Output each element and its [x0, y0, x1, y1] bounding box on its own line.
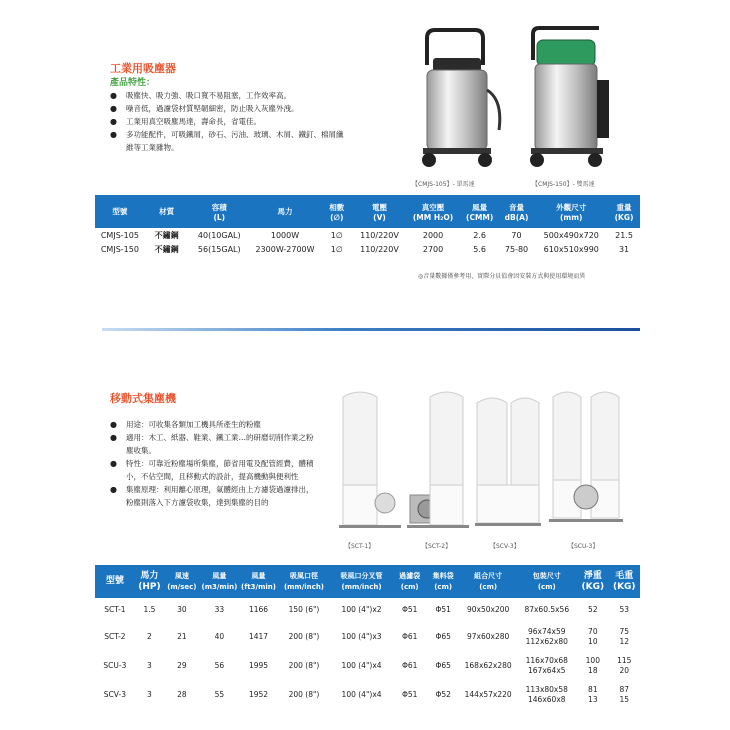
table-cell: 90x50x200 [467, 605, 510, 614]
table-cell: 87 15 [619, 684, 630, 704]
table-cell: 168x62x280 [464, 660, 512, 670]
table-cell: 2000 [422, 230, 444, 240]
product-caption: 【SCT-2】 [422, 543, 452, 550]
table-header-cell: 組合尺寸 (cm) [460, 565, 517, 598]
dust-collector-sct1-image [339, 392, 401, 528]
table-cell: 1952 [248, 689, 269, 699]
table-cell: 3 [147, 689, 152, 699]
table-cell: Φ65 [435, 660, 451, 670]
table-header-cell: 馬力 [250, 195, 320, 228]
table-cell: Φ65 [435, 631, 451, 641]
table-cell: 不鏽鋼 [154, 230, 179, 240]
table-row [95, 598, 640, 622]
table-cell: 110/220V [360, 244, 399, 254]
feature-item: ● 特性：可靠近粉塵場所集塵，節省用電及配管經費，體積小，不佔空間，且移動式的設計，提高機動與便利性 [110, 457, 320, 483]
feature-item: ● 適用：木工、紙器、鞋業、鐵工業…的研磨切削作業之粉塵收集。 [110, 431, 320, 457]
table-cell: 2700 [422, 244, 444, 254]
product-caption: 【SCV-3】 [490, 543, 520, 550]
table-cell: Φ51 [401, 689, 418, 699]
table-cell: 100 18 [585, 655, 600, 675]
table-cell: 56 [214, 660, 225, 670]
table-cell: 31 [618, 244, 630, 254]
table-header-cell: 電壓 (V) [354, 195, 406, 228]
table-cell: 2 [147, 631, 152, 641]
table-cell: 75-80 [504, 244, 529, 254]
table-cell: 70 [511, 230, 522, 240]
table-cell: 115 20 [617, 655, 632, 675]
table-header-cell: 淨重 (KG) [577, 565, 608, 598]
table-header-cell: 集料袋 (cm) [426, 565, 459, 598]
table-cell: SCT-2 [104, 631, 126, 641]
table-cell: 40 [214, 631, 225, 641]
table-cell: SCU-3 [103, 660, 127, 670]
feature-item: ● 工業用真空吸塵馬達，壽命長，省電佳。 [110, 115, 350, 128]
table-header-cell: 音量 dB(A) [499, 195, 535, 228]
table-cell: CMJS-105 [100, 230, 139, 240]
table-cell: 87x60.5x56 [524, 605, 570, 614]
dust-collector-scu3-image [549, 392, 623, 522]
table-cell: 1∅ [330, 230, 343, 240]
table-cell: 1995 [248, 660, 269, 670]
table-cell: 5.6 [473, 244, 487, 254]
section1-feature-list [110, 89, 350, 154]
table-cell: 55 [214, 689, 225, 699]
vacuum-cleaner-single-motor-image [405, 20, 505, 170]
table-header-cell: 吸風口徑 (mm/inch) [278, 565, 330, 598]
table-cell: 96x74x59 112x62x80 [525, 626, 568, 646]
table-row [95, 228, 640, 242]
table-row [95, 242, 640, 256]
section-divider [102, 328, 640, 331]
table-cell: 100 (4")x4 [341, 689, 382, 699]
table-header-cell: 重量 (KG) [608, 195, 640, 228]
dust-collector-images [335, 385, 630, 535]
table-header-cell: 毛重 (KG) [609, 565, 640, 598]
table-header-cell: 馬力 (HP) [135, 565, 164, 598]
table-cell: SCV-3 [103, 689, 126, 699]
feature-item: ● 用途：可收集各類加工機具所產生的粉塵 [110, 418, 320, 431]
table-cell: 52 [588, 605, 598, 614]
table-cell: 40(10GAL) [197, 230, 241, 240]
table-cell: 81 13 [588, 684, 598, 704]
section2-feature-list [110, 418, 320, 509]
table-header-cell: 風量 (CMM) [461, 195, 499, 228]
table-header-cell: 型號 [95, 195, 145, 228]
table-cell: 144x57x220 [464, 689, 512, 699]
table-cell: 100 (4")x3 [341, 631, 382, 641]
feature-item: ● 多功能配件，可吸鐵屑，砂石、污油、玻璃、木屑、鐵釘、棉屑纖維等工業雜物。 [110, 128, 350, 154]
table-cell: 21 [177, 631, 187, 641]
table-cell: 不鏽鋼 [154, 244, 179, 254]
section1-title: 工業用吸塵器 [110, 62, 176, 75]
table-cell: 1000W [270, 230, 300, 240]
table-cell: Φ61 [401, 631, 418, 641]
table-header-cell: 過濾袋 (cm) [393, 565, 426, 598]
table-cell: 3 [147, 660, 152, 670]
vacuum-cleaner-dual-motor-image [515, 20, 615, 170]
table-cell: 75 12 [619, 626, 630, 646]
table-cell: 1.5 [143, 605, 156, 614]
table-cell: 1∅ [330, 244, 343, 254]
table-row [95, 680, 640, 709]
table-cell: 53 [619, 605, 630, 614]
table-header-cell: 相數 (∅) [320, 195, 354, 228]
feature-item: ● 吸塵快、吸力強、吸口寬不易阻塞，工作效率高。 [110, 89, 350, 102]
table-cell: 2.6 [473, 230, 487, 240]
table-header-cell: 真空壓 (MM H₂O) [405, 195, 460, 228]
product-caption: 【SCT-1】 [345, 543, 375, 550]
table-cell: 200 (8") [288, 631, 320, 641]
product-caption: 【SCU-3】 [568, 543, 599, 550]
table-cell: 200 (8") [288, 689, 320, 699]
product-caption: 【CMJS-150】- 雙馬達 [532, 181, 595, 188]
table-cell: 70 10 [588, 626, 598, 646]
table-header-cell: 型號 [95, 565, 135, 598]
table-cell: Φ51 [401, 605, 418, 614]
volume-note: ◎音量數據僅參考用，實際分貝值會因安裝方式與使用環境而異 [418, 273, 586, 280]
table-cell: Φ51 [435, 605, 451, 614]
table-header-cell: 包裝尺寸 (cm) [516, 565, 577, 598]
table-header-cell: 容積 (L) [188, 195, 250, 228]
table-cell: 1417 [248, 631, 269, 641]
table-cell: 97x60x280 [467, 631, 510, 641]
features-label: 產品特性： [110, 78, 156, 88]
table-cell: 29 [177, 660, 187, 670]
table-header-cell: 風量 (m3/min) [200, 565, 240, 598]
table-cell: 30 [177, 605, 187, 614]
table-cell: 100 (4")x2 [341, 605, 382, 614]
table-cell: 33 [214, 605, 225, 614]
table-header-cell: 材質 [145, 195, 189, 228]
table-cell: 56(15GAL) [197, 244, 241, 254]
table-cell: 110/220V [360, 230, 399, 240]
table-cell: 200 (8") [288, 660, 320, 670]
table-cell: 28 [177, 689, 187, 699]
table-header-cell: 外觀尺寸 (mm) [534, 195, 608, 228]
table-header-cell: 風量 (ft3/min) [239, 565, 278, 598]
table-cell: 500x490x720 [543, 230, 599, 240]
table-cell: 21.5 [615, 230, 633, 240]
dust-collector-scv3-image [475, 398, 541, 526]
vacuum-spec-table [95, 195, 640, 256]
table-cell: 113x80x58 146x60x8 [525, 684, 568, 704]
table-header-row [95, 565, 640, 598]
table-cell: 150 (6") [288, 605, 320, 614]
table-cell: Φ52 [435, 689, 451, 699]
section2-title: 移動式集塵機 [110, 392, 176, 405]
table-cell: SCT-1 [104, 605, 126, 614]
product-caption: 【CMJS-105】- 單馬達 [412, 181, 475, 188]
table-header-cell: 風速 (m/sec) [164, 565, 200, 598]
table-row [95, 651, 640, 680]
table-cell: 610x510x990 [543, 244, 599, 254]
table-cell: 116x70x68 167x64x5 [525, 655, 568, 675]
table-cell: 1166 [248, 605, 269, 614]
dust-collector-sct2-image [407, 392, 469, 528]
dust-collector-spec-table [95, 565, 640, 709]
table-cell: 100 (4")x4 [341, 660, 382, 670]
table-cell: 2300W-2700W [255, 244, 315, 254]
feature-item: ● 噪音低，過濾袋材質堅韌細密，防止吸入灰塵外洩。 [110, 102, 350, 115]
table-header-row [95, 195, 640, 228]
feature-item: ● 集塵原理：利用離心原理，氣體經由上方濾袋過濾排出，粉塵則落入下方濾袋收集，達到集塵的目的 [110, 483, 320, 509]
table-cell: CMJS-150 [100, 244, 139, 254]
table-row [95, 622, 640, 651]
table-header-cell: 吸風口分叉管 (mm/inch) [330, 565, 393, 598]
table-cell: Φ61 [401, 660, 418, 670]
